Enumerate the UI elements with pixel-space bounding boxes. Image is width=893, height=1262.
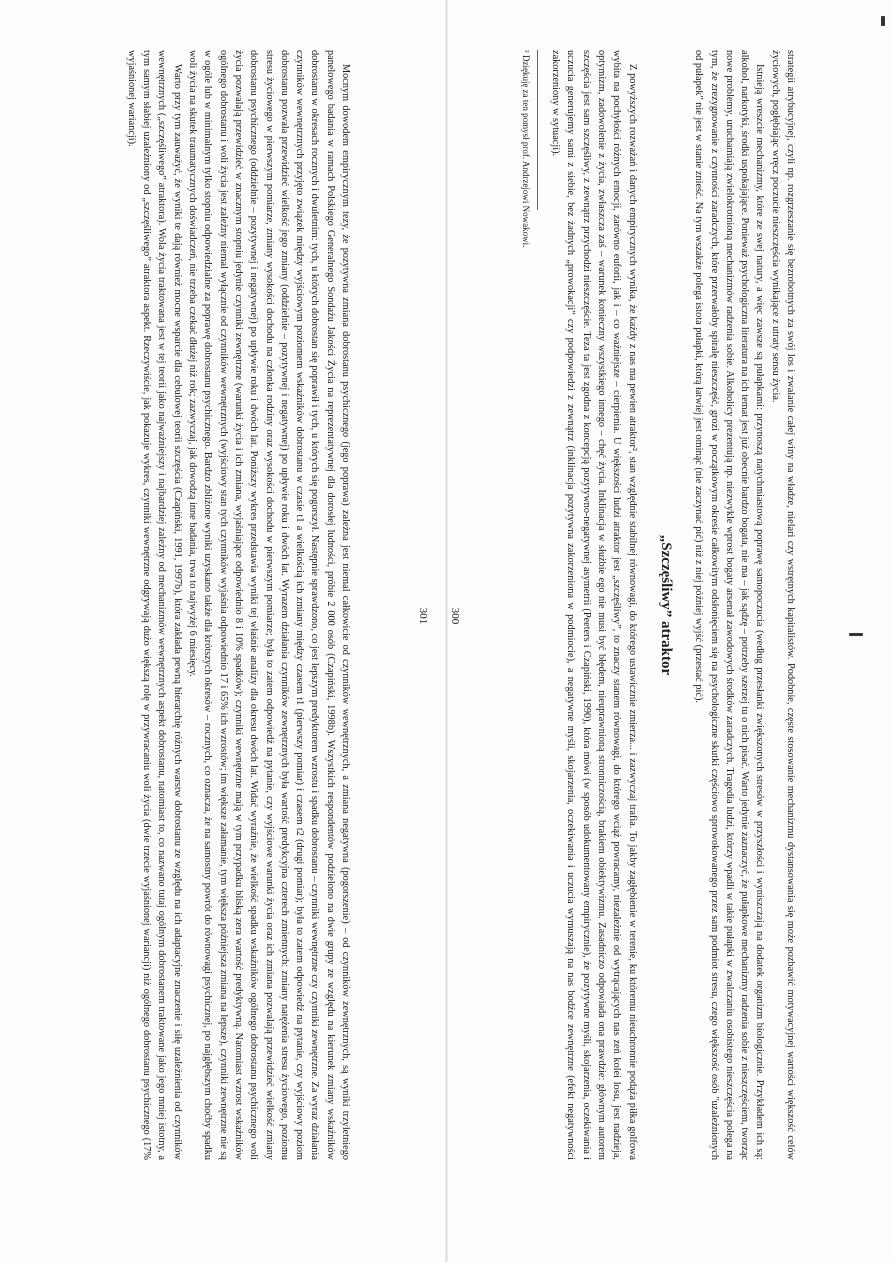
page-number: 301 <box>416 607 429 625</box>
paragraph: Z powyższych rozważań i danych empirycznych wynika, że każdy z nas ma pewien atraktor², stan względnie stabilnej równowagi, do którego ustawicznie zmierza... i zazwyczaj trafia. To jakby zagłębienie w terenie, ku któremu nieuchronnie podąża piłka golfowa wybita na pochyłości różnych emocji, zarówno euforii, jak i – co ważniejsze – cierpienia. U większości ludzi atraktor jest „szczęśliwy”, to znaczy stanem równowagi, do którego wciąż powracamy, niezależnie od wytrącających nas zeń kolei losu, jest nadzieja, optymizm, zadowolenie z życia, zwłaszcza zaś – warunek konieczny wszystkiego innego – chęć życia. Inklinacja w służbie ego nie musi być błędem, nieuprawnioną stronniczością, brakiem obiektywizmu. Zasadniczo odpowiada ona prawdzie: głównym autorem szczęścia jest sam szczęśliwy, z zewnątrz przychodzi nieszczęście. Teza ta jest zgodna z koncepcją pozytywno-negatywnej asymetrii (Peeters i Czapiński, 1990), która mówi (w sposób udokumentowany empirycznie), że pozytywne myśli, skojarzenia, oczekiwania i uczucia generujemy sami z siebie, bez żadnych „prowokacji” czy podpowiedzi z zewnątrz (inklinacja pozytywna zakorzeniona w podmiocie), a negatywne myśli, skojarzenia, oczekiwania i uczucia wymuszają na nas bodźce zewnętrzne (efekt negatywności zakorzeniony w sytuacji). <box>550 50 638 1160</box>
paragraph: Istnieją wreszcie mechanizmy, które ze swej natury, a więc zawsze są pułapkami: przynoszą natychmiastową poprawę samopoczucia (według przesłanki zwiększonych stresów w przyszłości i wyniszczają na dodatek organizm biologicznie. Przykładem ich są: alkohol, narkotyki, środki uspokajające. Ponieważ psychologiczna literatura na ich temat jest już obecnie bardzo bogata, nie ma – jak sądzę – potrzeby szerzej tu o nich pisać. Warto jedynie zaznaczyć, że pułapkowe mechanizmy radzenia sobie z nieszczęściem, tworząc nowe problemy, uruchamiają zwielokrotnioną mechanizmów radzenia sobie. Alkoholicy prezentują np. niezwykle wprost bogaty arsenał zawodowych środków zaradczych. Tragedia ludzi, którzy wpadli w takie pułapki w zwalczaniu osobistego nieszczęścia polega na tym, że zrezygnowanie z czynności zaradczych, które przerwałoby spiralę nieszczęść, grozi w początkowym okresie całkowitym odsłonięciem się na psychologiczne skutki częściowo sprowokowanego przez sam podmiot stresu, czego większość osób "uzależnionych od pułapek" nie jest w stanie znieść. Na tym wszakże polega istota pułapki, którą łatwiej jest ominąć (nie zaczynać pić) niż z niej później wyjść (przestać pić). <box>693 50 766 1160</box>
footnote: ² Dziękuję za ten pomysł prof. Andrzejowi Nowakowi. <box>518 50 538 210</box>
section-heading: „Szczęśliwy” atraktor <box>657 534 674 676</box>
paragraph: Warto przy tym zauważyć, że wyniki te dają również mocne wsparcie dla cebulowej teorii szczęścia (Czapiński, 1991, 1997b), która zakłada pewną hierarchię różnych warstw dobrostanu ze względu na ich adaptacyjne znaczenie i siłę uzależnienia od czynników wewnętrznych („szczęśliwego” atraktora). Wola życia traktowana jest w tej teorii jako najważniejszy i najbardziej zależny od mechanizmów wewnętrznych aspekt dobrostanu, natomiast to, co nazwano tutaj ogólnym dobrostanem traktowane jako jego mniej istotny, a tym samym słabiej uzależniony od „szczęśliwego” atraktora aspekt. Rzeczywiście, jak pokazuje wykres, czynniki wewnętrzne odgrywają dużo większą rolę w przywracaniu woli życia (dwie trzecie wyjaśnionej wariancji) niż ogólnego dobrostanu psychicznego (17% wyjaśnionej wariancji). <box>125 50 183 1160</box>
scan-speck <box>881 16 885 26</box>
page-300-body <box>518 50 798 1160</box>
paragraph: strategii atrybucyjnej, czyli np. rozgrzeszanie się bezrobotnych za swój los i zwalanie całej winy na władze, nielari czy wstrętnych kapitalistów. Podobnie, częste stosowanie mechanizmu dystansowania się może pozbawić motywacyjnej wartości większość celów życiowych, pogłębiając wręcz poczucie nieszczęścia wynikające z utraty sensu życia. <box>769 50 796 1160</box>
paragraph: Mocnym dowodem empirycznym tezy, że pozytywna zmiana dobrostanu psychicznego (jego poprawa) zależna jest niemal całkowicie od czynników wewnętrznych, a zmiana negatywna (pogorszenie) – od czynników zewnętrznych, są wyniki trzyletniego panelowego badania w ramach Polskiego Generalnego Sondażu Jakości Życia na reprezentatywnej dla dorosłej ludności, próbie 2 000 osób (Czapiński, 1998b). Wszystkich respondentów podzielono na dwie grupy ze względu na kierunek zmiany wskaźników dobrostanu w okresach rocznych i dwuletnim: tych, u których dobrostan się poprawił i tych, u których się pogorszył. Następnie sprawdzono, co jest lepszym predyktorem wzrostu i spadku dobrostanu – czynniki wewnętrzne czy czynniki zewnętrzne. Za wyraz działania czynników wewnętrznych przyjęto związek między wyjściowym poziomem wskaźników dobrostanu w czasie t1 a wielkością ich zmiany między czasem t1 (pierwszy pomiar) i czasem t2 (drugi pomiar); była to zatem odpowiedź na pytanie, czy wyjściowy poziom dobrostanu pozwala przewidzieć wielkość jego zmiany (oddzielnie – pozytywnej i negatywnej) po upływie roku i dwóch lat. Wyrazem działania czynników zewnętrznych była wartość predykcyjna czterech zmiennych: zmiany natężenia stresu życiowego, poziomu stresu życiowego w pierwszym pomiarze, zmiany wysokości dochodu na członka rodziny oraz wysokości dochodu w pierwszym pomiarze; była to zatem odpowiedź na pytanie, czy wyjściowe warunki życia oraz ich zmiana pozwalają przewidzieć wielkość zmiany dobrostanu psychicznego (oddzielnie – pozytywnej i negatywnej) po upływie roku i dwóch lat. Poniższy wykres przedstawia wyniki tej właśnie analizy dla okresu dwóch lat. Widać wyraźnie, że wielkość spadku wskaźników ogólnego dobrostanu psychicznego woli życia pozwalają przewidzieć w znacznym stopniu jedynie czynniki zewnętrzne (warunki życia i ich zmiana, wyjaśniające odpowiednio 8 i 10% spadków); czynniki wewnętrzne mają w tym przypadku bliską zera wartość predyktywną. Natomiast wzrost wskaźników ogólnego dobrostanu i woli życia jest zależny niemal wyłącznie od czynników wewnętrznych (wyjściowy stan tych czynników wyjaśnia odpowiednio 17 i 65% ich wzrostów; im większe załamanie, tym większa późniejsza zmiana na lepsze), czynniki zewnętrzne nie są w ogóle lub w minimalnym tylko stopniu odpowiedzialne za poprawę dobrostanu psychicznego. Bardzo zbliżone wyniki uzyskano także dla krótszych okresów – rocznych, co oznacza, że na samostny powrót do równowagi psychicznej, po najgłębszym choćby spadku woli życia na skutek traumatycznych doświadczeń, nie trzeba czekać dłużej niż rok; zazwyczaj, jak dowodzą inne badania, trwa to najwyżej 6 miesięcy. <box>187 50 351 1160</box>
page-number: 300 <box>448 607 461 625</box>
page-301-body <box>124 50 353 1160</box>
scan-speck <box>849 633 863 636</box>
page-300 <box>447 0 893 1262</box>
